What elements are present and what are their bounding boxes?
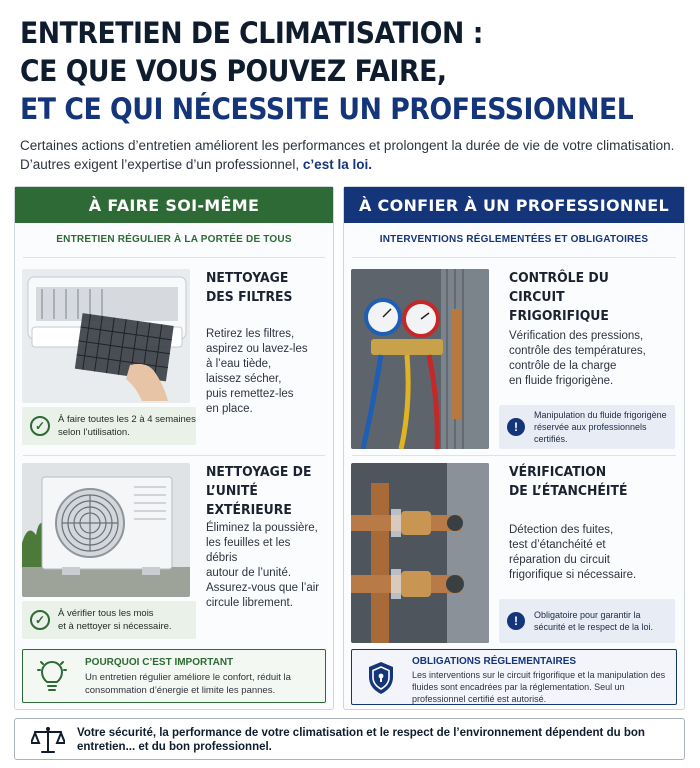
why-important-text: Un entretien régulier améliore le confort, réduit la consommation d’énergie et limite les pannes.	[85, 672, 291, 696]
outdoor-unit-title: NETTOYAGE DE L’UNITÉ EXTÉRIEURE	[206, 464, 312, 518]
scales-icon	[31, 725, 65, 755]
leak-check-warning-note	[499, 599, 675, 643]
refrigerant-circuit-title: CONTRÔLE DU CIRCUIT FRIGORIFIQUE	[509, 270, 609, 324]
why-important-box	[22, 649, 326, 703]
outdoor-unit-text: Éliminez la poussière, les feuilles et les débris autour de l’unité. Assurez-vous que l’air circule librement.	[206, 522, 320, 609]
intro-emphasis: c’est la loi.	[302, 157, 372, 172]
filter-cleaning-title: NETTOYAGE DES FILTRES	[206, 270, 293, 305]
diy-panel	[14, 186, 334, 710]
outdoor-unit-photo	[22, 463, 190, 597]
check-circle-icon: ✓	[30, 416, 50, 436]
regulatory-obligations-heading: OBLIGATIONS RÉGLEMENTAIRES	[412, 656, 577, 667]
refrigerant-circuit-card	[351, 269, 677, 455]
leak-check-card	[351, 463, 677, 649]
outdoor-frequency-note	[22, 601, 196, 639]
refrigerant-warning-note	[499, 405, 675, 449]
leak-check-warning-text: Obligatoire pour garantir la sécurité et le respect de la loi.	[534, 610, 654, 632]
outdoor-frequency-text: À vérifier tous les mois et à nettoyer si nécessaire.	[58, 608, 172, 632]
check-circle-icon: ✓	[30, 610, 50, 630]
regulatory-obligations-box	[351, 649, 677, 705]
divider	[23, 455, 325, 456]
title-line-1: ENTRETIEN DE CLIMATISATION :	[20, 16, 483, 50]
filter-frequency-note	[22, 407, 196, 445]
diy-header: À FAIRE SOI-MÊME	[15, 187, 333, 223]
leak-check-title: VÉRIFICATION DE L’ÉTANCHÉITÉ	[509, 464, 628, 499]
pro-header: À CONFIER À UN PROFESSIONNEL	[344, 187, 684, 223]
filter-frequency-text: À faire toutes les 2 à 4 semaines selon l’utilisation.	[58, 414, 196, 438]
divider	[352, 455, 676, 456]
shield-icon	[366, 660, 396, 696]
divider	[23, 257, 325, 258]
intro-paragraph	[20, 136, 680, 174]
filter-cleaning-text: Retirez les filtres, aspirez ou lavez-les à l’eau tiède, laissez sécher, puis remettez-les en place.	[206, 328, 308, 415]
copper-pipes-photo	[351, 463, 489, 643]
footer-text: Votre sécurité, la performance de votre climatisation et le respect de l’environnement dépendent du bon entretien... et du bon professionnel.	[77, 727, 645, 753]
leak-check-text: Détection des fuites, test d’étanchéité et réparation du circuit frigorifique si nécessaire.	[509, 524, 637, 581]
lightbulb-icon	[37, 660, 67, 694]
divider	[352, 257, 676, 258]
pro-panel	[343, 186, 685, 710]
why-important-heading: POURQUOI C’EST IMPORTANT	[85, 657, 234, 668]
refrigerant-warning-text: Manipulation du fluide frigorigène réservée aux professionnels certifiés.	[534, 410, 667, 444]
diy-subheader: ENTRETIEN RÉGULIER À LA PORTÉE DE TOUS	[56, 234, 292, 245]
manifold-gauges-photo	[351, 269, 489, 449]
exclamation-circle-icon: !	[507, 612, 525, 630]
regulatory-obligations-text: Les interventions sur le circuit frigorifique et la manipulation des fluides sont encadrées par la réglementation. Seul un professionnel certifié est autorisé.	[412, 670, 666, 704]
title-line-2: CE QUE VOUS POUVEZ FAIRE,	[20, 54, 447, 88]
filter-cleaning-card	[22, 269, 326, 455]
footer-banner	[14, 718, 685, 760]
intro-text: Certaines actions d’entretien améliorent les performances et prolongent la durée de vie de votre climatisation. D’autres exigent l’expertise d’un professionnel,	[20, 138, 675, 172]
exclamation-circle-icon: !	[507, 418, 525, 436]
outdoor-unit-card	[22, 463, 326, 649]
refrigerant-circuit-text: Vérification des pressions, contrôle des températures, contrôle de la charge en fluide frigorigène.	[509, 330, 646, 387]
pro-subheader: INTERVENTIONS RÉGLEMENTÉES ET OBLIGATOIRES	[379, 234, 649, 245]
title-line-3: ET CE QUI NÉCESSITE UN PROFESSIONNEL	[20, 92, 634, 126]
indoor-unit-filter-photo	[22, 269, 190, 403]
page-title	[20, 14, 690, 128]
